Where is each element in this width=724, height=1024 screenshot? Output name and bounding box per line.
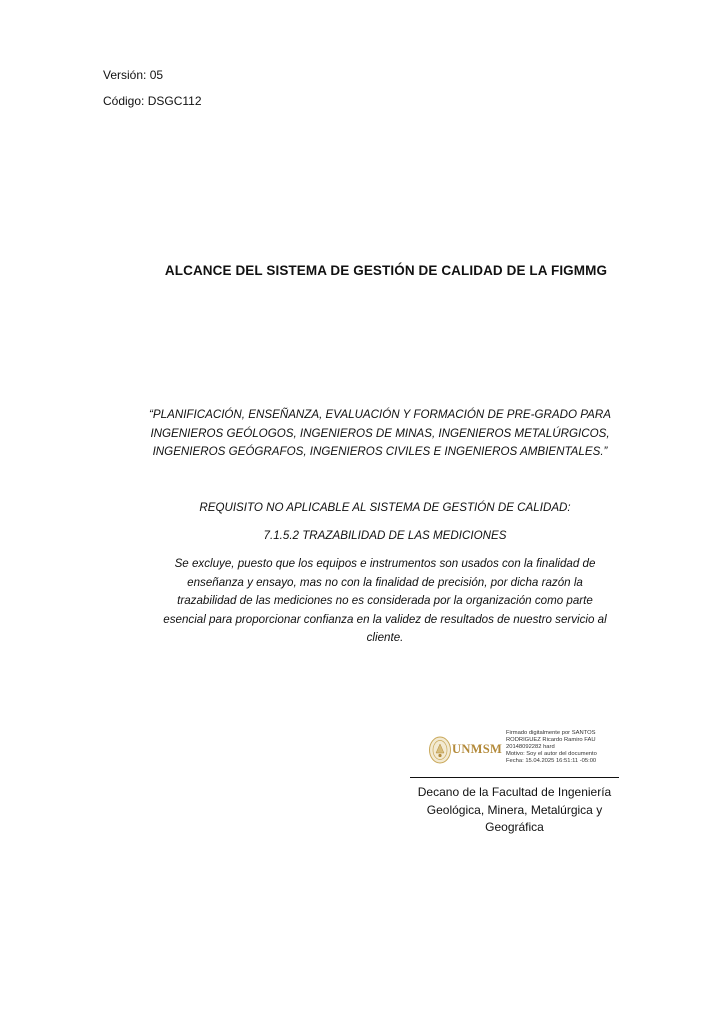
exclusion-line: trazabilidad de las mediciones no es considerada por la organización como parte [177,594,593,607]
signature-line: RODRIGUEZ Ricardo Ramiro FAU [506,737,596,743]
signature-line: Firmado digitalmente por SANTOS [506,730,596,736]
signature-line: Fecha: 15.04.2025 16:51:11 -05:00 [506,758,597,764]
exclusion-line: esencial para proporcionar confianza en la validez de resultados de nuestro servicio al [163,612,607,626]
page-title-text: ALCANCE DEL SISTEMA DE GESTIÓN DE CALIDAD DE LA FIGMMG [164,263,608,278]
signer-title-line: Geográfica [485,820,544,834]
clause-reference: 7.1.5.2 TRAZABILIDAD DE LAS MEDICIONES [263,529,507,542]
exclusion-justification [140,555,630,648]
non-applicable-requirement-heading: REQUISITO NO APLICABLE AL SISTEMA DE GESTIÓN DE CALIDAD: [199,501,571,514]
unmsm-brand: UNMSM [452,742,503,756]
signature-details [506,730,631,765]
exclusion-line: cliente. [366,631,404,644]
exclusion-line: enseñanza y ensayo, mas no con la finalidad de precisión, por dicha razón la [187,575,583,589]
unmsm-seal-icon [428,735,452,765]
signature-divider [410,777,619,778]
scope-statement [130,406,630,462]
signature-line: 20148092282 hard [506,744,555,750]
signer-title-line: Decano de la Facultad de Ingeniería [417,785,612,799]
exclusion-line: Se excluye, puesto que los equipos e instrumentos son usados con la finalidad de [174,557,596,570]
scope-line: INGENIEROS GEÓLOGOS, INGENIEROS DE MINAS, INGENIEROS METALÚRGICOS, [150,426,610,440]
scope-line: “PLANIFICACIÓN, ENSEÑANZA, EVALUACIÓN Y FORMACIÓN DE PRE-GRADO PARA [149,408,611,421]
scope-line: INGENIEROS GEÓGRAFOS, INGENIEROS CIVILES E INGENIEROS AMBIENTALES.” [152,445,608,458]
signer-title-line: Geológica, Minera, Metalúrgica y [426,802,603,817]
page-title [0,263,724,278]
signature-line: Motivo: Soy el autor del documento [506,751,597,757]
version-label: Versión: 05 [103,68,164,82]
digital-signature-stamp [426,728,626,772]
signer-title [410,784,619,837]
code-label: Código: DSGC112 [103,94,202,108]
